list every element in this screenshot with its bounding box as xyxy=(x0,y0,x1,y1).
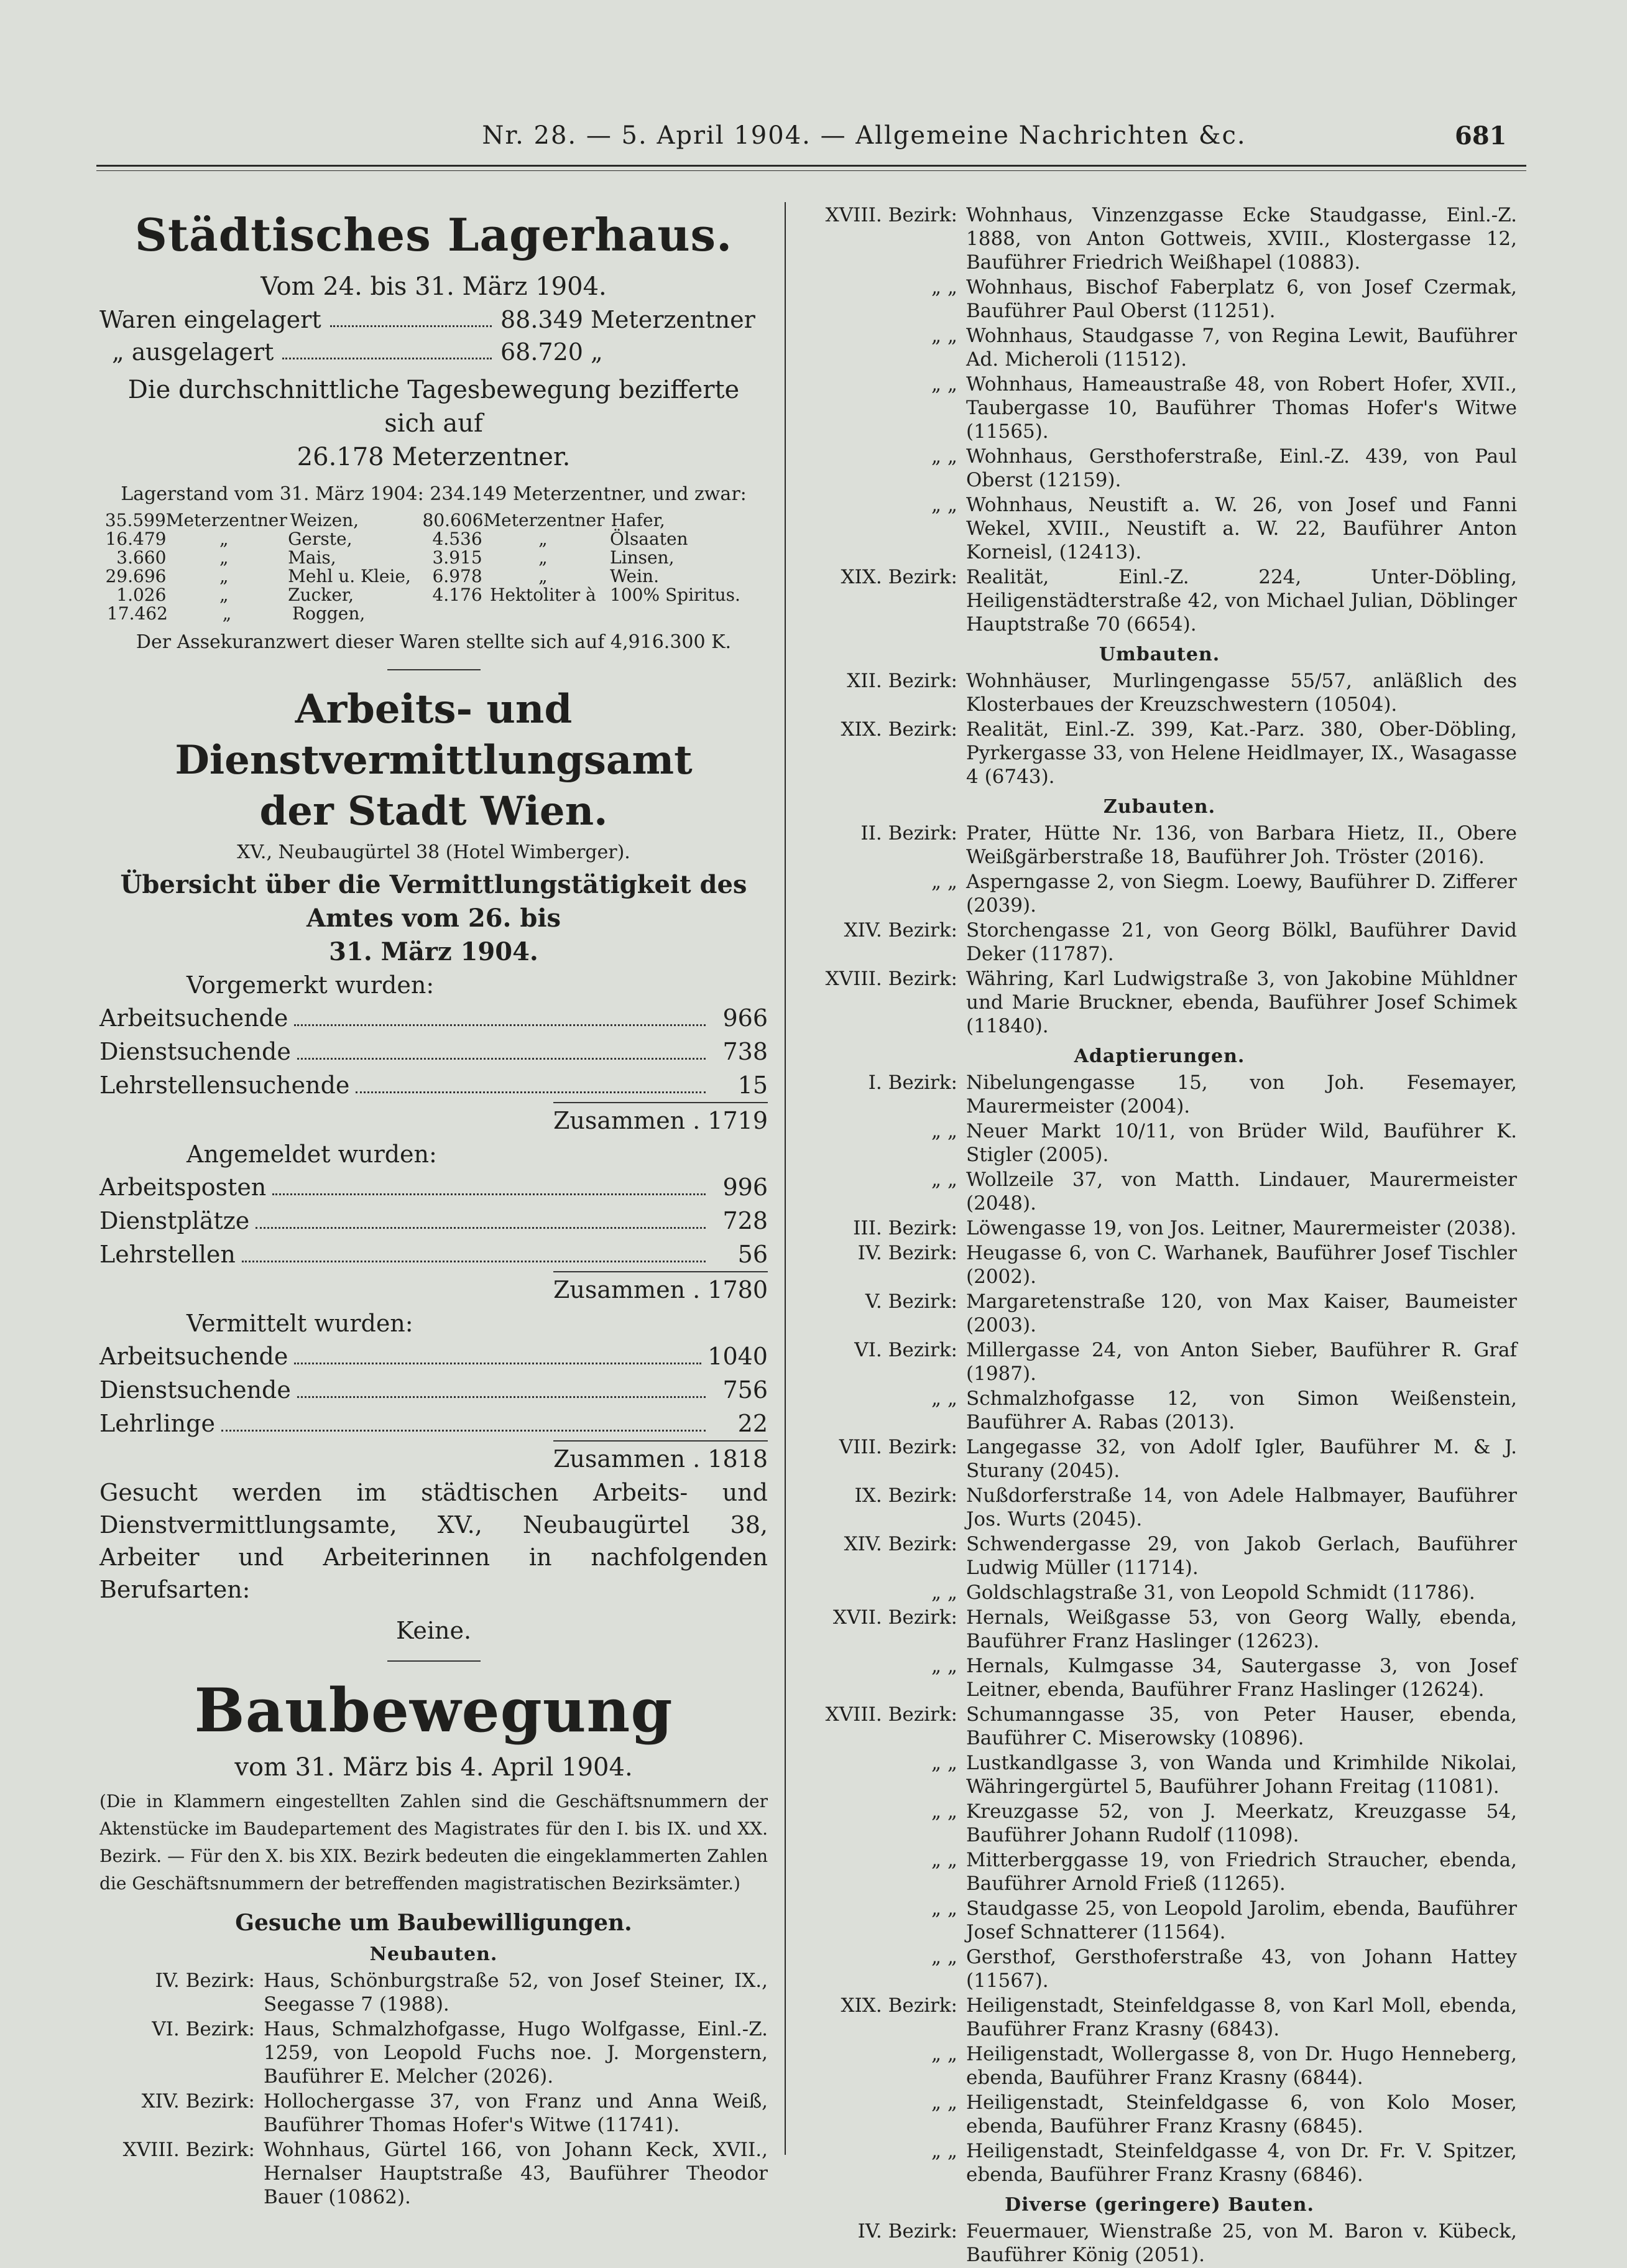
page-number: 681 xyxy=(1455,121,1507,150)
bau-entry xyxy=(802,565,1517,636)
entry-district: „ „ xyxy=(931,276,957,299)
stock-qty: 4.176 xyxy=(432,585,482,605)
bau-entry xyxy=(802,2042,1517,2090)
stock-qty: 3.660 xyxy=(116,547,167,568)
leader-dots xyxy=(242,1238,706,1262)
bau-entry xyxy=(802,2139,1517,2187)
arbeitsamt-title-line2: der Stadt Wien. xyxy=(259,788,608,835)
arbeitsamt-subtitle-2: 31. März 1904. xyxy=(329,937,538,966)
bau-entry xyxy=(802,203,1517,274)
entry-district: VI. Bezirk: xyxy=(854,1339,957,1361)
bau-entry xyxy=(802,1654,1517,1701)
entry-text: Schumanngasse 35, von Peter Hauser, ebenda, Bauführer C. Miserowsky (10896). xyxy=(966,1703,1517,1749)
entry-district: XIV. Bezirk: xyxy=(844,919,957,942)
entry-district: III. Bezirk: xyxy=(853,1217,957,1239)
entry-text: Heiligenstadt, Steinfeldgasse 8, von Karl Moll, ebenda, Bauführer Franz Krasny (6843). xyxy=(966,1994,1517,2040)
bau-entry xyxy=(802,1071,1517,1118)
stat-row xyxy=(99,1407,768,1440)
bau-entry xyxy=(802,2091,1517,2138)
entry-district: XIX. Bezirk: xyxy=(841,1994,957,2017)
leader-dots xyxy=(221,1407,706,1432)
lagerhaus-period: Vom 24. bis 31. März 1904. xyxy=(260,272,607,301)
stock-unit: „ xyxy=(538,529,548,549)
bau-entry xyxy=(802,445,1517,492)
gesucht-keine: Keine. xyxy=(395,1617,472,1644)
stat-row xyxy=(99,1170,768,1204)
stock-row xyxy=(99,586,768,604)
stat-label: Arbeitsuchende xyxy=(99,1004,288,1032)
stock-item: Roggen, xyxy=(292,603,366,624)
stock-unit: „ xyxy=(219,566,229,586)
stock-item: Linsen, xyxy=(610,547,675,568)
entry-text: Haus, Schmalzhofgasse, Hugo Wolfgasse, Einl.-Z. 1259, von Leopold Fuchs noe. J. Morgenstern, Bauführer E. Melcher (2026). xyxy=(264,2018,768,2088)
bau-entry xyxy=(802,967,1517,1038)
entry-district: „ „ xyxy=(931,1120,957,1142)
bau-entry xyxy=(802,1848,1517,1895)
entry-text: Lustkandlgasse 3, von Wanda und Krimhilde Nikolai, Währingergürtel 5, Bauführer Johann Freitag (11081). xyxy=(966,1752,1517,1798)
vermittelt-heading: Vermittelt wurden: xyxy=(187,1310,413,1337)
entry-text: Millergasse 24, von Anton Sieber, Bauführer R. Graf (1987). xyxy=(966,1339,1517,1385)
entry-district: „ „ xyxy=(931,445,957,468)
bau-entry xyxy=(802,718,1517,789)
stock-unit: „ xyxy=(222,603,232,624)
entry-district: „ „ xyxy=(931,1849,957,1871)
header-rule-thin xyxy=(96,170,1526,171)
entry-district: „ „ xyxy=(931,2091,957,2114)
stat-value: 966 xyxy=(722,1004,768,1032)
entry-text: Hernals, Weißgasse 53, von Georg Wally, ebenda, Bauführer Franz Haslinger (12623). xyxy=(966,1606,1517,1652)
stock-qty: 80.606 xyxy=(422,510,484,530)
bau-entry xyxy=(802,1119,1517,1167)
bau-entry xyxy=(802,1168,1517,1215)
bau-entry xyxy=(802,1897,1517,1944)
left-column xyxy=(99,202,768,2210)
lagerhaus-in-row xyxy=(99,303,768,336)
bau-entry xyxy=(802,324,1517,371)
entry-district: „ „ xyxy=(931,494,957,516)
zubauten-heading: Zubauten. xyxy=(1103,796,1216,818)
stock-qty: 6.978 xyxy=(432,566,482,586)
bau-entry xyxy=(802,919,1517,966)
stat-label: Lehrlinge xyxy=(99,1410,215,1437)
baubewegung-title: Baubewegung xyxy=(194,1675,673,1746)
entry-text: Heiligenstadt, Steinfeldgasse 4, von Dr. Fr. V. Spitzer, ebenda, Bauführer Franz Krasny (6846). xyxy=(966,2140,1517,2186)
entry-text: Realität, Einl.-Z. 224, Unter-Döbling, Heiligenstädterstraße 42, von Michael Julian, Döblinger Hauptstraße 70 (6654). xyxy=(966,566,1517,636)
entry-text: Gersthof, Gersthoferstraße 43, von Johann Hattey (11567). xyxy=(966,1946,1517,1992)
stat-label: Dienstsuchende xyxy=(99,1038,291,1065)
bau-entry xyxy=(802,493,1517,564)
lagerhaus-in-value: 88.349 Meterzentner xyxy=(500,306,755,333)
stock-unit: „ xyxy=(219,585,229,605)
entry-text: Wohnhaus, Vinzenzgasse Ecke Staudgasse, Einl.-Z. 1888, von Anton Gottweis, XVIII., Klostergasse 12, Bauführer Friedrich Weißhapel (10883). xyxy=(966,204,1517,274)
stat-label: Dienstsuchende xyxy=(99,1376,291,1404)
entry-text: Langegasse 32, von Adolf Igler, Bauführer M. & J. Sturany (2045). xyxy=(966,1436,1517,1482)
entry-text: Heiligenstadt, Wollergasse 8, von Dr. Hugo Henneberg, ebenda, Bauführer Franz Krasny (6844). xyxy=(966,2043,1517,2089)
entry-district: IV. Bezirk: xyxy=(155,1969,255,1992)
stock-row xyxy=(99,567,768,586)
entry-text: Schmalzhofgasse 12, von Simon Weißenstein, Bauführer A. Rabas (2013). xyxy=(966,1387,1517,1433)
column-divider xyxy=(785,202,786,2155)
bau-entry xyxy=(802,1216,1517,1240)
entry-text: Wohnhaus, Bischof Faberplatz 6, von Josef Czermak, Bauführer Paul Oberst (11251). xyxy=(966,276,1517,322)
stat-label: Arbeitsuchende xyxy=(99,1343,288,1370)
stat-row xyxy=(99,1001,768,1035)
stock-qty: 17.462 xyxy=(107,603,168,624)
bau-entry xyxy=(99,2090,768,2137)
entry-district: V. Bezirk: xyxy=(865,1290,957,1313)
bau-entry xyxy=(802,1338,1517,1386)
stock-qty: 1.026 xyxy=(116,585,167,605)
lagerhaus-section xyxy=(99,208,768,655)
stat-value: 1040 xyxy=(707,1343,768,1370)
bau-entry xyxy=(802,1800,1517,1847)
bau-entry xyxy=(802,1945,1517,1993)
entry-text: Goldschlagstraße 31, von Leopold Schmidt (11786). xyxy=(966,1581,1475,1604)
stock-item: 100% Spiritus. xyxy=(610,585,740,605)
entry-text: Realität, Einl.-Z. 399, Kat.-Parz. 380, Ober-Döbling, Pyrkergasse 33, von Helene Heidlmayer, IX., Wasagasse 4 (6743). xyxy=(966,718,1517,788)
entry-district: XII. Bezirk: xyxy=(847,670,957,692)
lagerhaus-stock-table xyxy=(99,511,768,623)
entry-text: Neuer Markt 10/11, von Brüder Wild, Bauführer K. Stigler (2005). xyxy=(966,1120,1517,1166)
sum-row xyxy=(99,1440,768,1476)
entry-text: Prater, Hütte Nr. 136, von Barbara Hietz, II., Obere Weißgärberstraße 18, Bauführer Joh. Tröster (2016). xyxy=(966,822,1517,868)
entry-text: Kreuzgasse 52, von J. Meerkatz, Kreuzgasse 54, Bauführer Johann Rudolf (11098). xyxy=(966,1800,1517,1846)
section-divider xyxy=(387,669,481,670)
entry-district: „ „ xyxy=(931,1387,957,1410)
entry-text: Storchengasse 21, von Georg Bölkl, Bauführer David Deker (11787). xyxy=(966,919,1517,965)
stock-qty: 29.696 xyxy=(105,566,167,586)
stat-label: Lehrstellen xyxy=(99,1241,236,1268)
leader-dots xyxy=(282,336,492,359)
entry-text: Staudgasse 25, von Leopold Jarolim, ebenda, Bauführer Josef Schnatterer (11564). xyxy=(966,1897,1517,1943)
entry-district: XIV. Bezirk: xyxy=(141,2090,255,2113)
entry-district: XIX. Bezirk: xyxy=(841,718,957,741)
lagerhaus-in-label: Waren eingelagert xyxy=(99,306,321,333)
stat-row xyxy=(99,1035,768,1068)
stock-item: Ölsaaten xyxy=(610,529,688,549)
entry-district: XVIII. Bezirk: xyxy=(825,968,957,990)
stock-item: Wein. xyxy=(610,566,659,586)
adaptierungen-heading: Adaptierungen. xyxy=(1074,1045,1245,1067)
bau-entry xyxy=(802,1751,1517,1798)
entry-district: „ „ xyxy=(931,2140,957,2162)
stock-item: Gerste, xyxy=(288,529,353,549)
entry-text: Asperngasse 2, von Siegm. Loewy, Bauführer D. Zifferer (2039). xyxy=(966,871,1517,917)
stat-row xyxy=(99,1204,768,1238)
entry-district: VIII. Bezirk: xyxy=(839,1436,957,1458)
stock-unit: „ xyxy=(538,547,548,568)
lagerhaus-out-label: „ ausgelagert xyxy=(112,338,274,366)
stock-row xyxy=(99,511,768,530)
bau-entry xyxy=(802,1387,1517,1434)
bau-entry xyxy=(99,1969,768,2016)
entry-text: Nußdorferstraße 14, von Adele Halbmayer, Bauführer Jos. Wurts (2045). xyxy=(966,1484,1517,1530)
entry-text: Währing, Karl Ludwigstraße 3, von Jakobine Mühldner und Marie Bruckner, ebenda, Bauführer Josef Schimek (11840). xyxy=(966,968,1517,1037)
angemeldet-heading: Angemeldet wurden: xyxy=(187,1141,437,1168)
lagerhaus-average: Die durchschnittliche Tagesbewegung bezifferte sich auf xyxy=(127,376,740,438)
entry-district: XIV. Bezirk: xyxy=(844,1533,957,1555)
entry-district: „ „ xyxy=(931,1800,957,1823)
leader-dots xyxy=(297,1035,706,1060)
stock-unit: Meterzentner xyxy=(483,510,605,530)
entry-district: II. Bezirk: xyxy=(860,822,957,845)
entry-text: Wohnhäuser, Murlingengasse 55/57, anläßlich des Klosterbaues der Kreuzschwestern (10504). xyxy=(966,670,1517,716)
entry-text: Margaretenstraße 120, von Max Kaiser, Baumeister (2003). xyxy=(966,1290,1517,1336)
stock-item: Hafer, xyxy=(611,510,665,530)
stat-label: Lehrstellensuchende xyxy=(99,1072,350,1099)
header-title: Nr. 28. — 5. April 1904. — Allgemeine Nachrichten &c. xyxy=(482,121,1247,150)
lagerhaus-out-row xyxy=(99,336,768,368)
bau-entry xyxy=(802,1290,1517,1337)
stat-label: Arbeitsposten xyxy=(99,1173,267,1201)
stock-item: Mais, xyxy=(288,547,336,568)
bau-entry xyxy=(99,2017,768,2088)
sum-row xyxy=(99,1102,768,1138)
leader-dots xyxy=(256,1204,706,1229)
section-divider xyxy=(387,1660,481,1662)
diverse-heading: Diverse (geringere) Bauten. xyxy=(1005,2194,1314,2216)
stat-label: Dienstplätze xyxy=(99,1207,250,1234)
bau-entry xyxy=(802,669,1517,716)
stock-unit: „ xyxy=(219,529,229,549)
arbeitsamt-section xyxy=(99,684,768,1647)
leader-dots xyxy=(330,303,492,327)
leader-dots xyxy=(294,1001,706,1026)
leader-dots xyxy=(297,1373,706,1398)
entry-text: Wollzeile 37, von Matth. Lindauer, Maurermeister (2048). xyxy=(966,1169,1517,1215)
lagerhaus-title: Städtisches Lagerhaus. xyxy=(134,208,733,261)
leader-dots xyxy=(294,1340,701,1364)
entry-district: „ „ xyxy=(931,373,957,396)
gesucht-text: Gesucht werden im städtischen Arbeits- und Dienstvermittlungsamte, XV., Neubaugürtel 38, Arbeiter und Arbeiterinnen in nachfolgenden Berufsarten: xyxy=(99,1479,768,1603)
entry-text: Heiligenstadt, Steinfeldgasse 6, von Kolo Moser, ebenda, Bauführer Franz Krasny (6845). xyxy=(966,2091,1517,2137)
stat-value: 22 xyxy=(737,1410,768,1437)
page-header xyxy=(0,121,1627,159)
entry-text: Wohnhaus, Hameaustraße 48, von Robert Hofer, XVII., Taubergasse 10, Bauführer Thomas Hofer's Witwe (11565). xyxy=(966,373,1517,443)
stat-value: 56 xyxy=(737,1241,768,1268)
entry-text: Mitterberggasse 19, von Friedrich Straucher, ebenda, Bauführer Arnold Frieß (11265). xyxy=(966,1849,1517,1895)
arbeitsamt-title-line1: Arbeits- und Dienstvermittlungsamt xyxy=(175,686,693,784)
stat-row xyxy=(99,1373,768,1407)
entry-district: „ „ xyxy=(931,1655,957,1677)
entry-district: „ „ xyxy=(931,2043,957,2065)
baubewegung-note: (Die in Klammern eingestellten Zahlen sind die Geschäftsnummern der Aktenstücke im Baudepartement des Magistrates für den I. bis IX. und XX. Bezirk. — Für den X. bis XIX. Bezirk bedeuten die eingeklammerten Zahlen die Geschäftsnummern der betreffenden magistratischen Bezirksämter.) xyxy=(99,1791,768,1894)
stat-row xyxy=(99,1068,768,1102)
entry-text: Wohnhaus, Gersthoferstraße, Einl.-Z. 439, von Paul Oberst (12159). xyxy=(966,445,1517,491)
lagerhaus-stand: Lagerstand vom 31. März 1904: 234.149 Meterzentner, und zwar: xyxy=(121,483,747,505)
bau-entry xyxy=(802,1581,1517,1604)
bau-entry xyxy=(802,870,1517,917)
bau-entry xyxy=(802,275,1517,323)
entry-text: Wohnhaus, Staudgasse 7, von Regina Lewit, Bauführer Ad. Micheroli (11512). xyxy=(966,325,1517,371)
entry-district: „ „ xyxy=(931,325,957,347)
entry-district: XVIII. Bezirk: xyxy=(825,1703,957,1726)
stock-row xyxy=(99,530,768,548)
stock-row xyxy=(99,604,768,623)
baubewegung-section xyxy=(99,1675,768,2209)
bau-entry xyxy=(802,822,1517,869)
header-rule xyxy=(96,165,1526,167)
lagerhaus-out-value: 68.720 „ xyxy=(500,338,603,366)
bau-entry xyxy=(802,1435,1517,1483)
sum-value: Zusammen . 1719 xyxy=(553,1102,768,1138)
entry-text: Nibelungengasse 15, von Joh. Fesemayer, Maurermeister (2004). xyxy=(966,1072,1517,1118)
entry-text: Wohnhaus, Gürtel 166, von Johann Keck, XVII., Hernalser Hauptstraße 43, Bauführer Theodor Bauer (10862). xyxy=(264,2139,768,2208)
sum-row xyxy=(99,1271,768,1307)
leader-dots xyxy=(272,1170,706,1195)
entry-district: IV. Bezirk: xyxy=(857,2220,957,2243)
bau-entry xyxy=(802,1994,1517,2041)
entry-district: „ „ xyxy=(931,871,957,893)
right-column xyxy=(802,202,1517,2268)
neubauten-heading: Neubauten. xyxy=(369,1943,498,1965)
entry-district: XIX. Bezirk: xyxy=(841,566,957,588)
entry-text: Wohnhaus, Neustift a. W. 26, von Josef und Fanni Wekel, XVIII., Neustift a. W. 22, Bauführer Anton Korneisl, (12413). xyxy=(966,494,1517,563)
sum-value: Zusammen . 1818 xyxy=(553,1440,768,1476)
entry-district: VI. Bezirk: xyxy=(152,2018,255,2040)
stock-row xyxy=(99,548,768,567)
entry-text: Haus, Schönburgstraße 52, von Josef Steiner, IX., Seegasse 7 (1988). xyxy=(264,1969,768,2016)
entry-text: Hollochergasse 37, von Franz und Anna Weiß, Bauführer Thomas Hofer's Witwe (11741). xyxy=(264,2090,768,2136)
stat-value: 15 xyxy=(737,1072,768,1099)
stock-qty: 35.599 xyxy=(104,510,166,530)
entry-district: IV. Bezirk: xyxy=(857,1242,957,1264)
umbauten-heading: Umbauten. xyxy=(1099,644,1220,665)
entry-district: „ „ xyxy=(931,1897,957,1920)
stat-value: 738 xyxy=(722,1038,768,1065)
entry-district: XVIII. Bezirk: xyxy=(122,2139,255,2161)
entry-district: IX. Bezirk: xyxy=(854,1484,957,1507)
stat-value: 996 xyxy=(722,1173,768,1201)
entry-district: XVII. Bezirk: xyxy=(832,1606,957,1629)
stock-unit: „ xyxy=(538,566,548,586)
stock-qty: 3.915 xyxy=(432,547,482,568)
entry-text: Löwengasse 19, von Jos. Leitner, Maurermeister (2038). xyxy=(966,1217,1517,1239)
bau-entry xyxy=(802,1606,1517,1653)
gesuche-heading: Gesuche um Baubewilligungen. xyxy=(235,1910,632,1936)
bau-entry xyxy=(802,1241,1517,1289)
stock-item: Mehl u. Kleie, xyxy=(288,566,411,586)
sum-value: Zusammen . 1780 xyxy=(553,1271,768,1307)
entry-district: „ „ xyxy=(931,1581,957,1604)
stock-unit: Hektoliter à xyxy=(489,585,596,605)
arbeitsamt-address: XV., Neubaugürtel 38 (Hotel Wimberger). xyxy=(237,841,630,863)
stat-value: 728 xyxy=(722,1207,768,1234)
bau-entry xyxy=(99,2138,768,2209)
bau-entry xyxy=(802,1484,1517,1531)
entry-text: Feuermauer, Wienstraße 25, von M. Baron v. Kübeck, Bauführer König (2051). xyxy=(966,2220,1517,2266)
stock-item: Zucker, xyxy=(288,585,354,605)
vorgemerkt-heading: Vorgemerkt wurden: xyxy=(187,971,435,999)
entry-district: „ „ xyxy=(931,1752,957,1774)
bau-entry xyxy=(802,373,1517,443)
entry-district: „ „ xyxy=(931,1169,957,1191)
stock-unit: Meterzentner xyxy=(165,510,287,530)
entry-district: „ „ xyxy=(931,1946,957,1968)
lagerhaus-average-value: 26.178 Meterzentner. xyxy=(297,443,571,471)
stock-qty: 4.536 xyxy=(432,529,482,549)
entry-district: I. Bezirk: xyxy=(868,1072,957,1094)
stat-row xyxy=(99,1340,768,1373)
entry-text: Heugasse 6, von C. Warhanek, Bauführer Josef Tischler (2002). xyxy=(966,1242,1517,1288)
baubewegung-period: vom 31. März bis 4. April 1904. xyxy=(234,1753,633,1782)
entry-text: Schwendergasse 29, von Jakob Gerlach, Bauführer Ludwig Müller (11714). xyxy=(966,1533,1517,1579)
leader-dots xyxy=(356,1068,706,1093)
bau-entry xyxy=(802,1703,1517,1750)
arbeitsamt-subtitle-1: Übersicht über die Vermittlungstätigkeit des Amtes vom 26. bis xyxy=(120,870,747,933)
lagerhaus-insurance: Der Assekuranzwert dieser Waren stellte sich auf 4,916.300 K. xyxy=(136,631,732,653)
stock-qty: 16.479 xyxy=(105,529,167,549)
entry-district: XVIII. Bezirk: xyxy=(825,204,957,226)
stat-row xyxy=(99,1238,768,1271)
bau-entry xyxy=(802,1532,1517,1580)
entry-text: Hernals, Kulmgasse 34, Sautergasse 3, von Josef Leitner, ebenda, Bauführer Franz Haslinger (12624). xyxy=(966,1655,1517,1701)
stock-unit: „ xyxy=(219,547,229,568)
stock-item: Weizen, xyxy=(290,510,359,530)
stat-value: 756 xyxy=(722,1376,768,1404)
bau-entry xyxy=(802,2219,1517,2267)
